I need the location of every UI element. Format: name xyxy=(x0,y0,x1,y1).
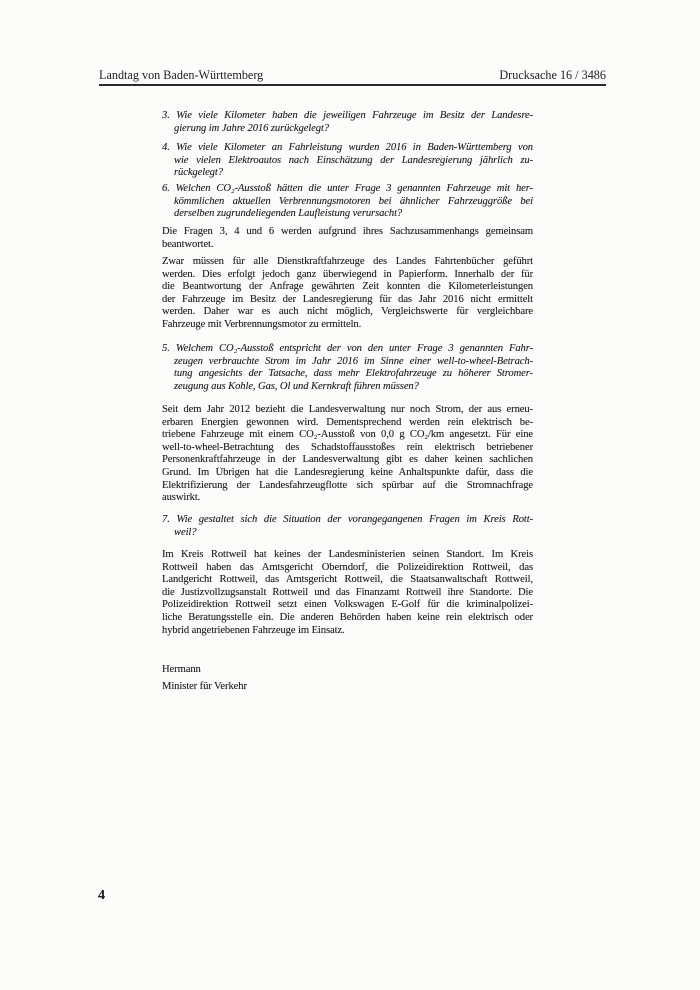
page-header xyxy=(99,69,606,86)
text-line: derselben zugrundeliegenden Laufleistung verursacht? xyxy=(174,208,403,220)
text-line: Elektrifizierung der Landesfahrzeugflotte sich spürbar auf die Stromnachfrage xyxy=(162,479,533,491)
text-line: well-to-wheel-Betrachtung des Schadstoffausstoßes rein elektrisch betriebener xyxy=(162,441,533,453)
text-line: 5. Welchem CO₂-Ausstoß entspricht der von den unter Frage 3 genannten Fahr- xyxy=(162,343,533,354)
text-line: Zwar müssen für alle Dienstkraftfahrzeuge des Landes Fahrtenbücher geführt xyxy=(162,256,533,267)
answer-7-paragraph xyxy=(162,549,533,637)
text-line: wie vielen Elektroautos nach Einschätzung der Landesregierung jährlich zu- xyxy=(174,154,533,166)
text-line: werden. Dies erfolgt jedoch ganz überwiegend in Papierform. Innerhalb der für xyxy=(162,268,533,280)
text-line: Personenkraftfahrzeuge in der Landesverwaltung gibt es daher keinen sachlichen xyxy=(162,454,533,466)
text-line: Seit dem Jahr 2012 bezieht die Landesverwaltung nur noch Strom, der aus erneu- xyxy=(162,404,533,415)
answer-5-paragraph xyxy=(162,404,533,505)
text-line: triebene Fahrzeuge mit einem CO₂-Ausstoß von 0,0 g CO₂/km angesetzt. Für eine xyxy=(162,429,533,441)
page-number: 4 xyxy=(98,888,105,903)
text-line: Rottweil haben das Amtsgericht Oberndorf, die Polizeidirektion Rottweil, das xyxy=(162,561,533,573)
text-line: Polizeidirektion Rottweil setzt einen Volkswagen E-Golf für die kriminalpolizei- xyxy=(162,599,533,611)
text-line: Im Kreis Rottweil hat keines der Landesministerien seinen Standort. Im Kreis xyxy=(162,549,533,560)
text-line: die Beantwortung der Anfrage gewährten Zeit konnten die Kilometerleistungen xyxy=(162,281,533,293)
text-line: 7. Wie gestaltet sich die Situation der vorangegangenen Fragen im Kreis Rott- xyxy=(162,514,533,525)
text-line: liche Beratungsstelle ein. Die anderen Behörden haben keine rein elektrisch oder xyxy=(162,611,533,623)
question-item-5 xyxy=(162,343,533,393)
question-item-6 xyxy=(162,183,533,221)
question-item-4 xyxy=(162,142,533,180)
text-line: beantwortet. xyxy=(162,238,214,250)
text-line: hybrid angetriebenen Fahrzeuge im Einsatz. xyxy=(162,624,345,636)
question-item-7 xyxy=(162,514,533,539)
text-line: erbaren Energien gewonnen wird. Dementsprechend werden rein elektrisch be- xyxy=(162,416,533,428)
text-line: der Fahrzeuge im Besitz der Landesregierung für das Jahr 2016 nicht ermittelt xyxy=(162,293,533,305)
text-line: 4. Wie viele Kilometer an Fahrleistung wurden 2016 in Baden-Württemberg von xyxy=(162,142,533,153)
header-document-id: Drucksache 16 / 3486 xyxy=(499,68,606,82)
text-line: zeugung aus Kohle, Gas, Öl und Kernkraft führen müssen? xyxy=(174,380,419,392)
text-line: gierung im Jahre 2016 zurückgelegt? xyxy=(174,122,329,134)
text-line: Fahrzeuge mit Verbrennungsmotor zu ermitteln. xyxy=(162,318,362,330)
text-line: werden. Daher war es auch nicht möglich, Vergleichswerte für vergleichbare xyxy=(162,306,533,318)
text-line: Landgericht Rottweil, das Amtsgericht Rottweil, die Staatsanwaltschaft Rottweil, xyxy=(162,574,533,586)
question-item-3 xyxy=(162,110,533,135)
text-line: 3. Wie viele Kilometer haben die jeweiligen Fahrzeuge im Besitz der Landesre- xyxy=(162,110,533,121)
text-line: tung angesichts der Tatsache, dass mehr Elektrofahrzeuge zu höherer Stromer- xyxy=(174,368,533,380)
text-line: 6. Welchen CO₂-Ausstoß hätten die unter Frage 3 genannten Fahrzeuge mit her- xyxy=(162,183,533,194)
answer-346-intro xyxy=(162,226,533,251)
text-line: kömmlichen aktuellen Verbrennungsmotoren bei ähnlicher Fahrzeuggröße bei xyxy=(174,195,533,207)
signature-name: Hermann xyxy=(162,664,201,675)
text-line: rückgelegt? xyxy=(174,167,223,179)
text-line: Die Fragen 3, 4 und 6 werden aufgrund ihres Sachzusammenhangs gemeinsam xyxy=(162,226,533,237)
header-publisher: Landtag von Baden-Württemberg xyxy=(99,68,264,82)
text-line: auswirkt. xyxy=(162,492,201,504)
text-line: die Justizvollzugsanstalt Rottweil und das Finanzamt Rottweil ihre Standorte. Die xyxy=(162,586,533,598)
text-line: zeugen verbrauchte Strom im Jahr 2016 im Sinne einer well-to-wheel-Betrach- xyxy=(174,355,533,367)
signature-role: Minister für Verkehr xyxy=(162,681,247,692)
answer-346-paragraph xyxy=(162,256,533,332)
text-line: Grund. Im Übrigen hat die Landesregierung keine Anhaltspunkte dafür, dass die xyxy=(162,466,533,478)
text-line: weil? xyxy=(174,526,197,538)
